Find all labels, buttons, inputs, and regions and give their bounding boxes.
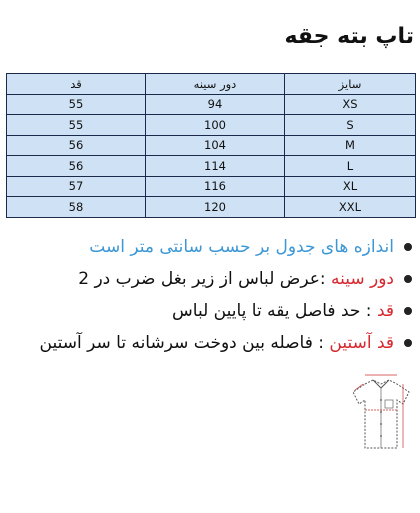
note-sleeve	[4, 328, 414, 360]
header-chest: دور سینه	[146, 74, 285, 95]
cell-chest: 104	[146, 135, 285, 156]
table-row	[7, 156, 416, 177]
cell-chest: 120	[146, 197, 285, 218]
cell-chest: 94	[146, 94, 285, 115]
size-table	[6, 73, 416, 218]
header-length: قد	[7, 74, 146, 95]
cell-size: XL	[285, 176, 416, 197]
cell-size: S	[285, 115, 416, 136]
cell-size: L	[285, 156, 416, 177]
cell-chest: 116	[146, 176, 285, 197]
notes-list	[4, 232, 414, 360]
cell-size: M	[285, 135, 416, 156]
cell-size: XXL	[285, 197, 416, 218]
note-units	[4, 232, 414, 264]
note-length-text: : حد فاصل یقه تا پایین لباس	[172, 301, 372, 321]
cell-size: XS	[285, 94, 416, 115]
table-row	[7, 94, 416, 115]
cell-chest: 100	[146, 115, 285, 136]
note-chest-text: :عرض لباس از زیر بغل ضرب در 2	[78, 269, 326, 289]
bullet-icon	[404, 275, 412, 283]
bullet-icon	[404, 339, 412, 347]
note-sleeve-label: قد آستین	[329, 333, 394, 353]
cell-chest: 114	[146, 156, 285, 177]
bullet-icon	[404, 243, 412, 251]
cell-length: 55	[7, 94, 146, 115]
cell-length: 56	[7, 156, 146, 177]
note-length	[4, 296, 414, 328]
cell-length: 55	[7, 115, 146, 136]
note-chest	[4, 264, 414, 296]
table-row	[7, 135, 416, 156]
table-row	[7, 197, 416, 218]
cell-length: 58	[7, 197, 146, 218]
bullet-icon	[404, 307, 412, 315]
table-header-row	[7, 74, 416, 95]
table-row	[7, 176, 416, 197]
note-length-label: قد	[376, 301, 394, 321]
cell-length: 56	[7, 135, 146, 156]
note-sleeve-text: : فاصله بین دوخت سرشانه تا سر آستین	[39, 333, 324, 353]
header-size: سایز	[285, 74, 416, 95]
table-row	[7, 115, 416, 136]
page-title: تاپ بته جقه	[284, 24, 414, 49]
cell-length: 57	[7, 176, 146, 197]
note-chest-label: دور سینه	[330, 269, 394, 289]
shirt-measurement-icon	[343, 370, 419, 460]
note-units-text: اندازه های جدول بر حسب سانتی متر است	[89, 237, 394, 257]
